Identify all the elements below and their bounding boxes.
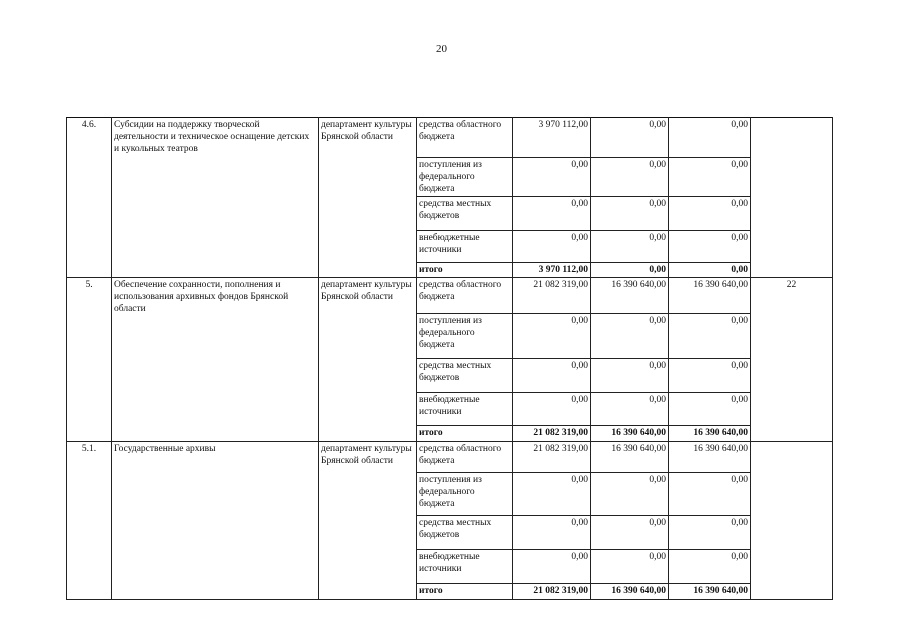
total-year-3: 16 390 640,00 xyxy=(669,584,751,600)
funding-source-total: итого xyxy=(417,426,513,442)
funding-source: средства местных бюджетов xyxy=(417,197,513,231)
total-year-1: 21 082 319,00 xyxy=(513,584,591,600)
value-year-1: 0,00 xyxy=(513,158,591,197)
value-year-1: 0,00 xyxy=(513,231,591,263)
total-year-1: 3 970 112,00 xyxy=(513,263,591,278)
value-year-3: 0,00 xyxy=(669,197,751,231)
section-executor: департамент культуры Брянской области xyxy=(319,118,417,278)
total-year-3: 16 390 640,00 xyxy=(669,426,751,442)
value-year-3: 0,00 xyxy=(669,393,751,426)
value-year-2: 16 390 640,00 xyxy=(591,278,669,314)
funding-source: внебюджетные источники xyxy=(417,231,513,263)
value-year-3: 0,00 xyxy=(669,314,751,359)
value-year-2: 16 390 640,00 xyxy=(591,442,669,473)
value-year-2: 0,00 xyxy=(591,158,669,197)
value-year-2: 0,00 xyxy=(591,197,669,231)
funding-source: поступления из федерального бюджета xyxy=(417,158,513,197)
budget-table xyxy=(66,117,833,600)
value-year-2: 0,00 xyxy=(591,550,669,584)
funding-source: поступления из федерального бюджета xyxy=(417,473,513,516)
funding-source: внебюджетные источники xyxy=(417,550,513,584)
section-number: 5.1. xyxy=(67,442,112,600)
section-executor: департамент культуры Брянской области xyxy=(319,442,417,600)
value-year-3: 0,00 xyxy=(669,473,751,516)
section-name: Обеспечение сохранности, пополнения и использования архивных фондов Брянской области xyxy=(112,278,319,442)
total-year-3: 0,00 xyxy=(669,263,751,278)
value-year-1: 3 970 112,00 xyxy=(513,118,591,158)
funding-source: внебюджетные источники xyxy=(417,393,513,426)
table-row xyxy=(67,278,833,314)
value-year-2: 0,00 xyxy=(591,473,669,516)
value-year-2: 0,00 xyxy=(591,231,669,263)
value-year-2: 0,00 xyxy=(591,516,669,550)
table-row xyxy=(67,118,833,158)
section-number: 4.6. xyxy=(67,118,112,278)
value-year-2: 0,00 xyxy=(591,118,669,158)
value-year-1: 0,00 xyxy=(513,314,591,359)
value-year-1: 0,00 xyxy=(513,516,591,550)
value-year-1: 0,00 xyxy=(513,393,591,426)
funding-source: средства областного бюджета xyxy=(417,442,513,473)
section-name: Субсидии на поддержку творческой деятельности и техническое оснащение детских и кукольных театров xyxy=(112,118,319,278)
value-year-1: 0,00 xyxy=(513,550,591,584)
funding-source: средства областного бюджета xyxy=(417,278,513,314)
value-year-3: 0,00 xyxy=(669,231,751,263)
total-year-2: 0,00 xyxy=(591,263,669,278)
value-year-3: 0,00 xyxy=(669,118,751,158)
value-year-1: 21 082 319,00 xyxy=(513,442,591,473)
total-year-2: 16 390 640,00 xyxy=(591,584,669,600)
funding-source: средства местных бюджетов xyxy=(417,516,513,550)
value-year-3: 0,00 xyxy=(669,516,751,550)
value-year-1: 0,00 xyxy=(513,473,591,516)
value-year-3: 0,00 xyxy=(669,158,751,197)
value-year-2: 0,00 xyxy=(591,359,669,393)
section-indicator: 22 xyxy=(751,278,833,442)
total-year-2: 16 390 640,00 xyxy=(591,426,669,442)
total-year-1: 21 082 319,00 xyxy=(513,426,591,442)
page-number: 20 xyxy=(436,43,447,55)
section-indicator xyxy=(751,118,833,278)
table-row xyxy=(67,442,833,473)
value-year-3: 16 390 640,00 xyxy=(669,278,751,314)
section-executor: департамент культуры Брянской области xyxy=(319,278,417,442)
value-year-2: 0,00 xyxy=(591,393,669,426)
value-year-3: 0,00 xyxy=(669,359,751,393)
section-indicator xyxy=(751,442,833,600)
value-year-2: 0,00 xyxy=(591,314,669,359)
value-year-3: 0,00 xyxy=(669,550,751,584)
funding-source: средства местных бюджетов xyxy=(417,359,513,393)
section-name: Государственные архивы xyxy=(112,442,319,600)
funding-source-total: итого xyxy=(417,263,513,278)
value-year-1: 21 082 319,00 xyxy=(513,278,591,314)
funding-source-total: итого xyxy=(417,584,513,600)
section-number: 5. xyxy=(67,278,112,442)
value-year-1: 0,00 xyxy=(513,359,591,393)
funding-source: поступления из федерального бюджета xyxy=(417,314,513,359)
value-year-1: 0,00 xyxy=(513,197,591,231)
value-year-3: 16 390 640,00 xyxy=(669,442,751,473)
funding-source: средства областного бюджета xyxy=(417,118,513,158)
